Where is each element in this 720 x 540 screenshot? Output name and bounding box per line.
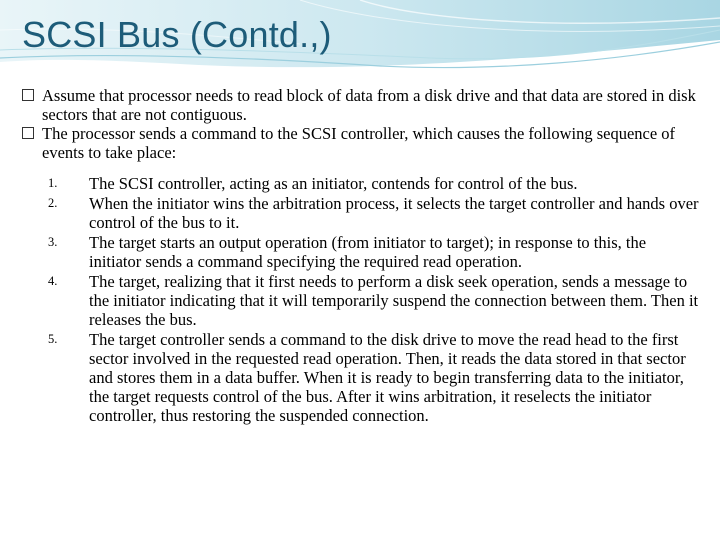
step-text: The target, realizing that it first needs to perform a disk seek operation, sends a message to the initiator indicating that it will temporarily suspend the connection between them. Then it releases the bus. xyxy=(89,272,699,329)
bullet-item xyxy=(22,86,702,124)
step-text: The target starts an output operation (from initiator to target); in response to this, the initiator sends a command specifying the required read operation. xyxy=(89,233,647,271)
page-title: SCSI Bus (Contd.,) xyxy=(22,14,332,55)
step-item xyxy=(40,330,700,425)
step-item xyxy=(40,272,700,329)
step-number: 4. xyxy=(48,274,58,288)
step-item xyxy=(40,233,700,271)
step-number: 1. xyxy=(48,176,58,190)
bullet-item xyxy=(22,124,702,162)
step-item xyxy=(40,174,700,193)
bullet-list xyxy=(22,86,702,162)
step-text: When the initiator wins the arbitration process, it selects the target controller and hands over control of the bus to it. xyxy=(89,194,699,232)
square-box-icon xyxy=(22,127,34,139)
step-number: 3. xyxy=(48,235,58,249)
step-number: 2. xyxy=(48,196,58,210)
title-band xyxy=(0,0,720,80)
step-item xyxy=(40,194,700,232)
bullet-text: The processor sends a command to the SCSI controller, which causes the following sequence of events to take place: xyxy=(42,124,676,162)
step-number: 5. xyxy=(48,332,58,346)
step-text: The target controller sends a command to the disk drive to move the read head to the first sector involved in the requested read operation. Then, it reads the data stored in that sector and stores them in a data buffer. When it is ready to begin transferring data to the initiator, the target requests control of the bus. After it wins arbitration, it reselects the initiator controller, thus restoring the suspended connection. xyxy=(89,330,686,425)
square-box-icon xyxy=(22,89,34,101)
numbered-steps xyxy=(40,174,700,425)
bullet-text: Assume that processor needs to read block of data from a disk drive and that data are stored in disk sectors that are not contiguous. xyxy=(42,86,696,124)
step-text: The SCSI controller, acting as an initiator, contends for control of the bus. xyxy=(89,174,578,193)
